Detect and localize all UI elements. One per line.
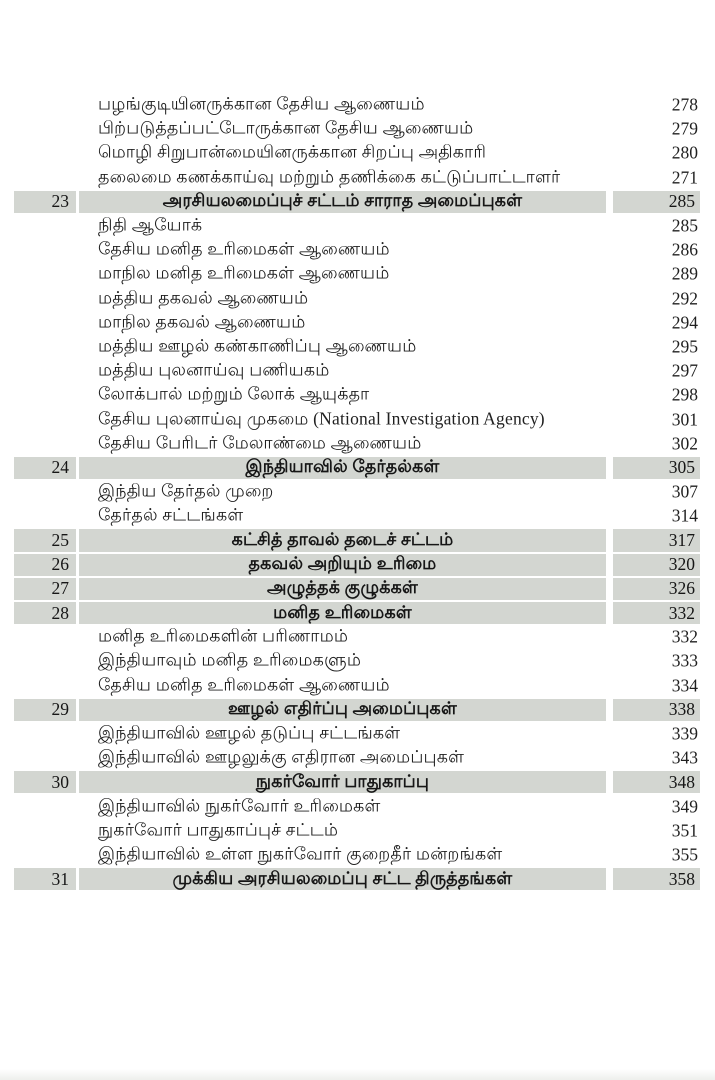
toc-item-row <box>0 746 715 770</box>
toc-item-row <box>0 141 715 165</box>
item-title: இந்திய தேர்தல் முறை <box>98 480 274 501</box>
item-page-number: 292 <box>671 288 698 309</box>
item-title: இந்தியாவில் நுகர்வோர் உரிமைகள் <box>98 795 381 816</box>
chapter-number: 24 <box>14 457 76 479</box>
toc-item-row <box>0 407 715 431</box>
chapter-number: 29 <box>14 699 76 721</box>
chapter-number: 23 <box>14 191 76 213</box>
chapter-title: முக்கிய அரசியலமைப்பு சட்ட திருத்தங்கள் <box>79 868 606 890</box>
chapter-title: கட்சித் தாவல் தடைச் சட்டம் <box>79 529 606 551</box>
item-title: தேசிய மனித உரிமைகள் ஆணையம் <box>98 238 390 259</box>
item-page-number: 351 <box>671 820 698 841</box>
chapter-title: அழுத்தக் குழுக்கள் <box>79 578 606 600</box>
item-page-number: 271 <box>671 167 698 188</box>
item-title: தேசிய புலனாய்வு முகமை (National Investigation Agency) <box>98 408 545 429</box>
chapter-page-number: 348 <box>613 771 700 793</box>
chapter-title: அரசியலமைப்புச் சட்டம் சாராத அமைப்புகள் <box>79 191 606 213</box>
chapter-title: இந்தியாவில் தேர்தல்கள் <box>79 457 606 479</box>
chapter-title: மனித உரிமைகள் <box>79 602 606 624</box>
item-title: இந்தியாவில் ஊழலுக்கு எதிரான அமைப்புகள் <box>98 746 465 767</box>
item-page-number: 332 <box>671 626 698 647</box>
item-page-number: 289 <box>671 263 698 284</box>
chapter-number: 28 <box>14 602 76 624</box>
toc-chapter-row <box>0 456 715 480</box>
item-page-number: 349 <box>671 796 698 817</box>
toc-item-row <box>0 359 715 383</box>
toc-chapter-row <box>0 601 715 625</box>
chapter-number: 27 <box>14 578 76 600</box>
item-title: நிதி ஆயோக் <box>98 214 203 235</box>
item-page-number: 294 <box>671 312 698 333</box>
chapter-number: 30 <box>14 771 76 793</box>
item-page-number: 280 <box>671 142 698 163</box>
item-page-number: 307 <box>671 481 698 502</box>
item-page-number: 298 <box>671 384 698 405</box>
item-page-number: 302 <box>671 433 698 454</box>
item-page-number: 334 <box>671 675 698 696</box>
item-title: இந்தியாவில் ஊழல் தடுப்பு சட்டங்கள் <box>98 722 401 743</box>
item-title: மனித உரிமைகளின் பரிணாமம் <box>98 625 349 646</box>
item-page-number: 278 <box>671 94 698 115</box>
toc-item-row <box>0 674 715 698</box>
item-title: மாநில மனித உரிமைகள் ஆணையம் <box>98 262 390 283</box>
item-title: மொழி சிறுபான்மையினருக்கான சிறப்பு அதிகாரி <box>98 141 487 162</box>
item-title: மாநில தகவல் ஆணையம் <box>98 311 306 332</box>
chapter-number: 31 <box>14 868 76 890</box>
toc-chapter-row <box>0 553 715 577</box>
item-title: பிற்படுத்தப்பட்டோருக்கான தேசிய ஆணையம் <box>98 117 474 138</box>
item-page-number: 333 <box>671 650 698 671</box>
item-page-number: 301 <box>671 409 698 430</box>
item-title: தேசிய பேரிடர் மேலாண்மை ஆணையம் <box>98 432 422 453</box>
toc-chapter-row <box>0 577 715 601</box>
chapter-page-number: 338 <box>613 699 700 721</box>
item-title: தலைமை கணக்காய்வு மற்றும் தணிக்கை கட்டுப்பாட்டாளர் <box>98 166 561 187</box>
chapter-page-number: 320 <box>613 554 700 576</box>
toc-chapter-row <box>0 190 715 214</box>
item-page-number: 295 <box>671 336 698 357</box>
toc-chapter-row <box>0 867 715 891</box>
toc-item-row <box>0 480 715 504</box>
item-title: பழங்குடியினருக்கான தேசிய ஆணையம் <box>98 93 425 114</box>
toc-chapter-row <box>0 528 715 552</box>
item-page-number: 286 <box>671 239 698 260</box>
item-page-number: 339 <box>671 723 698 744</box>
chapter-page-number: 285 <box>613 191 700 213</box>
chapter-title: நுகர்வோர் பாதுகாப்பு <box>79 771 606 793</box>
toc-item-row <box>0 93 715 117</box>
item-title: இந்தியாவில் உள்ள நுகர்வோர் குறைதீர் மன்றங்கள் <box>98 843 503 864</box>
item-title: தேசிய மனித உரிமைகள் ஆணையம் <box>98 674 390 695</box>
item-page-number: 279 <box>671 118 698 139</box>
toc-item-row <box>0 819 715 843</box>
toc-item-row <box>0 311 715 335</box>
toc-item-row <box>0 504 715 528</box>
toc-item-row <box>0 722 715 746</box>
item-page-number: 314 <box>671 505 698 526</box>
item-title: இந்தியாவும் மனித உரிமைகளும் <box>98 649 362 670</box>
item-page-number: 355 <box>671 844 698 865</box>
toc-chapter-row <box>0 770 715 794</box>
toc-item-row <box>0 383 715 407</box>
chapter-title: தகவல் அறியும் உரிமை <box>79 554 606 576</box>
toc-item-row <box>0 238 715 262</box>
chapter-number: 26 <box>14 554 76 576</box>
toc-item-row <box>0 843 715 867</box>
toc-item-row <box>0 117 715 141</box>
chapter-title: ஊழல் எதிர்ப்பு அமைப்புகள் <box>79 699 606 721</box>
toc-item-row <box>0 625 715 649</box>
chapter-page-number: 305 <box>613 457 700 479</box>
item-page-number: 285 <box>671 215 698 236</box>
item-title: மத்திய ஊழல் கண்காணிப்பு ஆணையம் <box>98 335 417 356</box>
toc-item-row <box>0 214 715 238</box>
chapter-page-number: 332 <box>613 602 700 624</box>
toc-table <box>0 93 715 891</box>
toc-item-row <box>0 166 715 190</box>
toc-item-row <box>0 335 715 359</box>
toc-item-row <box>0 649 715 673</box>
chapter-page-number: 358 <box>613 868 700 890</box>
chapter-number: 25 <box>14 529 76 551</box>
item-title: மத்திய புலனாய்வு பணியகம் <box>98 359 330 380</box>
toc-item-row <box>0 287 715 311</box>
toc-item-row <box>0 262 715 286</box>
page-bottom-edge-shadow <box>0 1069 715 1080</box>
item-title: தேர்தல் சட்டங்கள் <box>98 504 244 525</box>
toc-chapter-row <box>0 698 715 722</box>
chapter-page-number: 326 <box>613 578 700 600</box>
chapter-page-number: 317 <box>613 529 700 551</box>
item-title: லோக்பால் மற்றும் லோக் ஆயுக்தா <box>98 383 370 404</box>
item-page-number: 297 <box>671 360 698 381</box>
toc-item-row <box>0 794 715 818</box>
toc-item-row <box>0 432 715 456</box>
item-title: மத்திய தகவல் ஆணையம் <box>98 287 309 308</box>
item-page-number: 343 <box>671 747 698 768</box>
item-title: நுகர்வோர் பாதுகாப்புச் சட்டம் <box>98 819 339 840</box>
